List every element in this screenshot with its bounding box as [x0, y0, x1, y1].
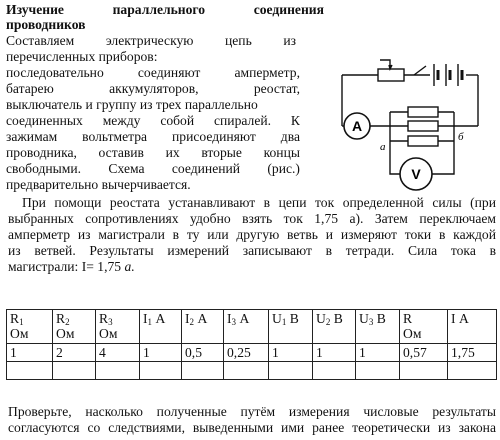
word: Составляем	[6, 33, 75, 48]
paragraph-2-line-1: При помощи реостата устанавливают в цепи ток определенной силы (при	[22, 195, 496, 210]
paragraph-2-line-2: выбранных сопротивлениях удобно взять ток 1,75 а). Затем переключаем	[8, 211, 496, 226]
word: два	[280, 129, 300, 144]
table-cell: 0,5	[182, 344, 224, 362]
word: оставив	[98, 145, 144, 160]
header-cell: $R_2$ Ом	[53, 310, 96, 344]
word: свободными.	[6, 161, 82, 176]
circuit-diagram	[330, 38, 490, 198]
word: вторые	[201, 145, 242, 160]
title-word: параллельного	[112, 2, 206, 17]
word: зажимам	[6, 129, 58, 144]
table-cell: 1	[313, 344, 356, 362]
word: К	[290, 113, 300, 128]
node-a-label: а	[380, 141, 386, 153]
word: вольтметра	[82, 129, 148, 144]
title-word: соединения	[253, 2, 324, 17]
paragraph-2-line-4: из ветвей. Результаты измерений записывают в тетради. Сила тока в	[8, 243, 496, 258]
header-cell: $R_3$ Ом	[96, 310, 140, 344]
header-cell: $U_2$ В	[313, 310, 356, 344]
resistor-3-icon	[408, 136, 438, 146]
word: Схема	[108, 161, 145, 176]
title-line-2: проводников	[6, 17, 86, 32]
header-cell: $I_1$ А	[140, 310, 182, 344]
table-row	[7, 344, 497, 362]
intro-line-9	[6, 161, 300, 177]
switch-icon	[414, 66, 426, 75]
table-cell: 1,75	[448, 344, 497, 362]
word: аккумуляторов,	[109, 81, 199, 96]
node-b-label: б	[458, 131, 464, 143]
word: между	[102, 113, 141, 128]
word: собой	[160, 113, 195, 128]
current-unit-text: а.	[124, 259, 135, 274]
intro-line-3	[6, 65, 300, 81]
header-cell: $I_3$ А	[224, 310, 269, 344]
header-cell: $U_3$ В	[356, 310, 400, 344]
word: соединений	[171, 161, 241, 176]
table-cell: 1	[140, 344, 182, 362]
intro-line-6	[6, 113, 300, 129]
header-cell: $I_2$ А	[182, 310, 224, 344]
word: амперметр,	[234, 65, 300, 80]
word: батарею	[6, 81, 54, 96]
word: соединяют	[137, 65, 201, 80]
table-empty-row	[7, 362, 497, 380]
current-value-text: магистрали: I= 1,75	[8, 259, 122, 274]
ammeter-label: A	[351, 118, 363, 134]
intro-line-7	[6, 129, 300, 145]
word: цепь	[224, 33, 252, 48]
word: реостат,	[253, 81, 300, 96]
resistor-2-icon	[408, 121, 438, 131]
header-cell: R Ом	[400, 310, 448, 344]
results-table	[6, 309, 497, 380]
title-line-1	[6, 2, 324, 18]
table-cell: 0,57	[400, 344, 448, 362]
table-cell: 1	[269, 344, 313, 362]
closing-line-1: Проверьте, насколько полученные путём измерения числовые результаты	[8, 404, 496, 419]
intro-line-8	[6, 145, 300, 161]
intro-line-5: выключатель и группу из трех параллельно	[6, 97, 258, 112]
intro-line-10: предварительно вычерчивается.	[6, 177, 191, 192]
table-cell: 2	[53, 344, 96, 362]
word: проводника,	[6, 145, 77, 160]
word: из	[283, 33, 296, 48]
word: спиралей.	[214, 113, 272, 128]
header-cell: $R_1$ Ом	[7, 310, 53, 344]
battery-icon	[430, 64, 480, 86]
intro-line-4	[6, 81, 300, 97]
rheostat-slider-icon	[380, 60, 390, 68]
intro-line-2: перечисленных приборов:	[6, 49, 158, 64]
title-word: Изучение	[6, 2, 64, 17]
intro-line-1	[6, 33, 296, 49]
voltmeter-label: V	[411, 166, 421, 182]
word: (рис.)	[267, 161, 300, 176]
table-cell: 4	[96, 344, 140, 362]
table-header-row	[7, 310, 497, 344]
table-cell: 1	[7, 344, 53, 362]
word: их	[165, 145, 180, 160]
resistor-1-icon	[408, 107, 438, 117]
word: присоединяют	[172, 129, 256, 144]
header-cell: $U_1$ В	[269, 310, 313, 344]
table-cell: 1	[356, 344, 400, 362]
table-cell: 0,25	[224, 344, 269, 362]
paragraph-2-line-3: амперметр из магистрали в ту или другую ветвь и измеряют токи в каждой	[8, 227, 496, 242]
paragraph-2-line-5	[8, 259, 135, 275]
word: соединенных	[6, 113, 83, 128]
word: электрическую	[105, 33, 194, 48]
closing-line-2: согласуются со следствиями, выведенными ими ранее теоретически из закона	[8, 420, 496, 435]
rheostat-icon	[378, 69, 404, 81]
word: концы	[263, 145, 300, 160]
header-cell: I А	[448, 310, 497, 344]
word: последовательно	[6, 65, 104, 80]
